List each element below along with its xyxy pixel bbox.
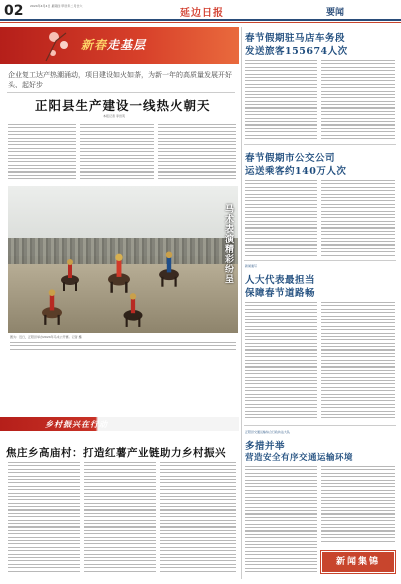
article-text-col1 — [8, 124, 76, 182]
right-kicker-4: 正阳县交通运输综合行政执法大队 — [245, 430, 291, 434]
photo-caption: 图为：近日，正阳县举办2024年马术公开赛。记者 摄 — [10, 335, 82, 339]
right-text-1a — [245, 60, 317, 141]
caption-text — [10, 342, 236, 352]
lead-paragraph: 企业复工达产热潮涌动，项目建设如火如荼，为新一年的高质量发展开好头、起好步 — [8, 71, 232, 89]
main-headline: 正阳县生产建设一线热火朝天 — [35, 98, 211, 113]
banner-title: 新春走基层 — [81, 38, 147, 52]
section2-headline: 焦庄乡高庙村：打造红薯产业链助力乡村振兴 — [6, 447, 226, 459]
section-label: 要闻 — [326, 8, 345, 18]
right-text-4b — [321, 466, 395, 544]
right-text-4a — [245, 466, 317, 575]
byline: 本报记者 李田英 — [103, 114, 125, 118]
header-rule — [0, 19, 401, 21]
right-headline-3b: 保障春节道路畅 — [245, 288, 316, 299]
right-text-3b — [321, 302, 395, 421]
right-text-3a — [245, 302, 317, 421]
article-text-col2 — [80, 124, 154, 182]
right-headline-1a: 春节假期驻马店车务段 — [245, 33, 346, 44]
right-headline-4b: 营造安全有序交通运输环境 — [245, 453, 354, 463]
right-headline-3a: 人大代表最担当 — [245, 275, 316, 286]
right-headline-1b: 发送旅客155674人次 — [245, 46, 348, 57]
divider — [7, 92, 235, 93]
right-kicker-3: 新闻速写 — [245, 264, 258, 268]
divider — [244, 144, 396, 145]
article-text-col3 — [158, 124, 236, 182]
plum-blossom-icon — [44, 27, 74, 63]
divider — [244, 425, 396, 426]
right-text-2a — [245, 180, 317, 258]
right-headline-2b: 运送乘客约140万人次 — [245, 166, 347, 177]
section2-text-col3 — [160, 462, 236, 574]
news-roundup-box: 新闻集锦 — [322, 552, 394, 572]
page-number: 02 — [4, 3, 24, 19]
column-separator — [241, 27, 242, 579]
section2-text-col1 — [8, 462, 80, 574]
section2-text-col2 — [84, 462, 156, 574]
right-headline-4a: 多措并举 — [245, 441, 286, 452]
photo-headline-vertical: 马术表演精彩纷呈 — [225, 205, 235, 285]
right-headline-2a: 春节假期市公交公司 — [245, 153, 336, 164]
section2-banner-title: 乡村振兴在行动 — [45, 419, 108, 429]
right-text-2b — [321, 180, 395, 258]
header-rule-red — [0, 22, 401, 23]
divider — [244, 260, 396, 261]
horse-show-photo — [8, 186, 238, 333]
right-text-1b — [321, 60, 395, 141]
date-line: 2024年4月4日 星期四 甲辰年二月廿六 — [30, 4, 83, 8]
section2-banner — [0, 417, 239, 431]
paper-logo: 延边日报 — [180, 8, 224, 19]
